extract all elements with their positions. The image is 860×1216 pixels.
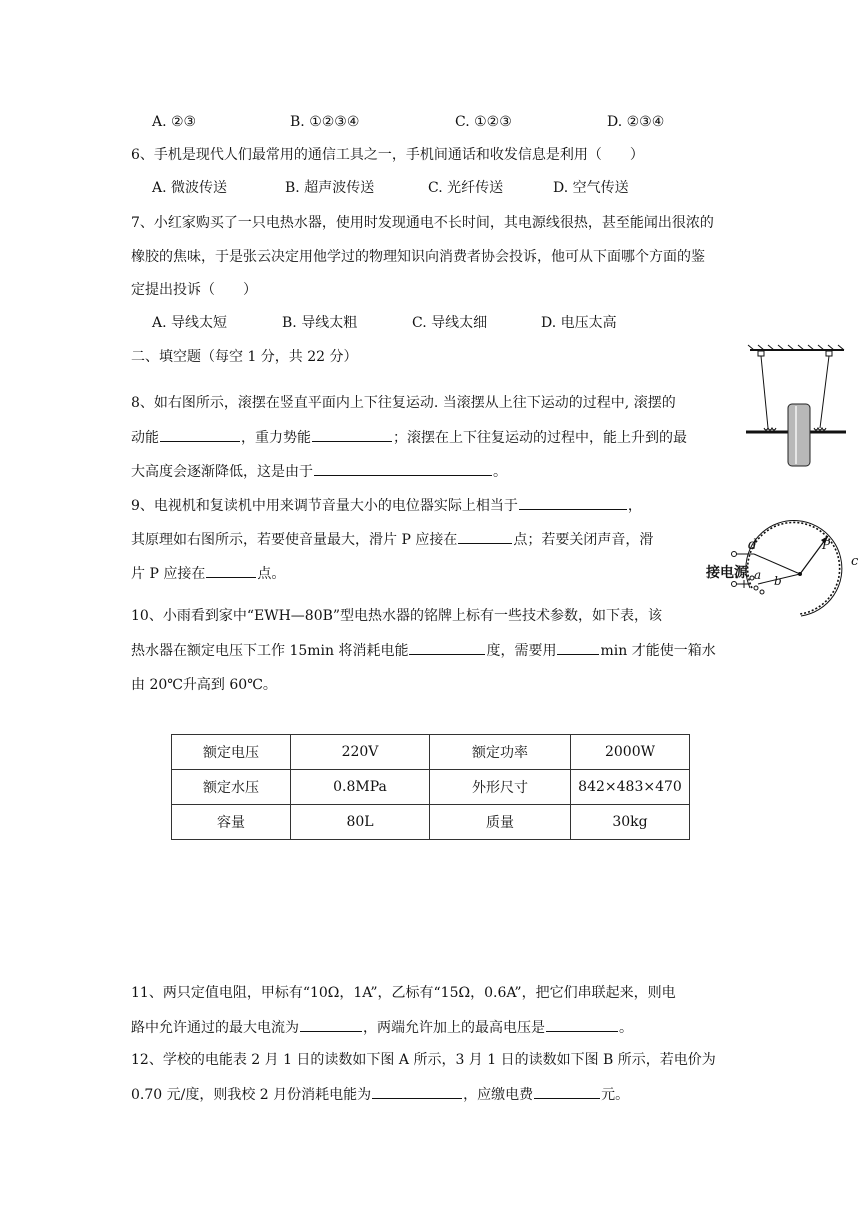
table-cell: 80L [291,805,430,840]
answer-blank[interactable] [519,495,627,510]
q10-line1: 10、小雨看到家中“EWH—80B”型电热水器的铭牌上标有一些技术参数，如下表，该 [131,608,663,624]
q11-line2 [131,1017,633,1038]
power-label: 接电源 [706,565,748,581]
q9-line3 [131,563,285,584]
spec-table [171,734,690,840]
q11-text: ，两端允许加上的最高电压是 [363,1020,545,1036]
q6-option-a: A. 微波传送 [152,180,228,196]
q9-text: 点。 [257,566,286,582]
answer-blank[interactable] [557,640,599,655]
answer-blank[interactable] [314,461,492,476]
answer-blank[interactable] [206,563,256,578]
q9-text: 片 P 应接在 [131,566,206,582]
answer-blank[interactable] [458,529,512,544]
table-cell: 质量 [430,805,571,840]
q8-line3 [131,461,507,482]
slider-p-label: P [822,538,831,552]
q11-line1: 11、两只定值电阻，甲标有“10Ω，1A”，乙标有“15Ω，0.6A”，把它们串联起来，则电 [131,985,676,1001]
table-cell: 额定水压 [172,770,291,805]
q8-text: 大高度会逐渐降低，这是由于 [131,464,313,480]
q7-option-a: A. 导线太短 [152,315,228,331]
table-cell: 842×483×470 [571,770,690,805]
table-row [172,805,690,840]
table-cell: 0.8MPa [291,770,430,805]
q10-text: min 才能使一箱水 [600,643,716,659]
table-cell: 220V [291,735,430,770]
q9-text: 9、电视机和复读机中用来调节音量大小的电位器实际上相当于 [131,498,518,514]
table-cell: 外形尺寸 [430,770,571,805]
q7-option-d: D. 电压太高 [541,315,617,331]
table-row [172,735,690,770]
table-cell: 容量 [172,805,291,840]
point-b-label: b [774,574,782,588]
q8-line2 [131,427,687,448]
q5-option-a: A. ②③ [152,114,197,130]
q7-stem-line1: 7、小红家购买了一只电热水器，使用时发现通电不长时间，其电源线很热，甚至能闻出很浓的 [131,215,714,231]
answer-blank[interactable] [372,1084,462,1099]
q10-text: 度，需要用 [486,643,557,659]
q8-text: ，重力势能 [241,430,311,446]
answer-blank[interactable] [409,640,485,655]
q5-option-d: D. ②③④ [607,114,665,130]
answer-blank[interactable] [534,1084,600,1099]
table-cell: 30kg [571,805,690,840]
q5-option-b: B. ①②③④ [290,114,360,130]
potentiometer-figure [704,518,858,620]
q8-text: ；滚摆在上下往复运动的过程中，能上升到的最 [393,430,687,446]
q8-text: 动能 [131,430,159,446]
q10-text: 热水器在额定电压下工作 15min 将消耗电能 [131,643,409,659]
q10-line2 [131,640,716,661]
q6-option-d: D. 空气传送 [553,180,629,196]
q10-line3: 由 20℃升高到 60℃。 [131,677,277,693]
q12-text: 元。 [601,1087,630,1103]
q9-text: 其原理如右图所示，若要使音量最大，滑片 P 应接在 [131,532,458,548]
q6-option-b: B. 超声波传送 [285,180,375,196]
q7-stem-line2: 橡胶的焦味，于是张云决定用他学过的物理知识向消费者协会投诉，他可从下面哪个方面的鉴 [131,249,705,265]
answer-blank[interactable] [312,427,392,442]
q11-text: 路中允许通过的最大电流为 [131,1020,299,1036]
point-c-label: c [851,554,859,569]
q8-text: 。 [493,464,507,480]
q11-text: 。 [619,1020,633,1036]
q9-text: 点；若要关闭声音，滑 [513,532,654,548]
rolling-pendulum-figure [744,344,848,472]
q7-stem-line3: 定提出投诉（ ） [131,282,257,298]
answer-blank[interactable] [300,1017,362,1032]
q12-line2 [131,1084,629,1105]
q9-line2 [131,529,653,550]
q6-stem: 6、手机是现代人们最常用的通信工具之一，手机间通话和收发信息是利用（ ） [131,147,644,163]
q12-text: 0.70 元/度，则我校 2 月份消耗电能为 [131,1087,372,1103]
answer-blank[interactable] [160,427,240,442]
table-cell: 额定电压 [172,735,291,770]
q8-line1: 8、如右图所示，滚摆在竖直平面内上下往复运动. 当滚摆从上往下运动的过程中, 滚摆的 [131,395,676,411]
q5-option-c: C. ①②③ [455,114,512,130]
table-cell: 额定功率 [430,735,571,770]
q9-line1 [131,495,642,516]
q9-text: ， [627,498,642,514]
q7-option-c: C. 导线太细 [412,315,488,331]
q12-line1: 12、学校的电能表 2 月 1 日的读数如下图 A 所示，3 月 1 日的读数如下图 B 所示，若电价为 [131,1052,716,1068]
point-d-label: d [748,537,757,553]
q12-text: ，应缴电费 [463,1087,534,1103]
answer-blank[interactable] [546,1017,618,1032]
q7-option-b: B. 导线太粗 [282,315,358,331]
section-heading: 二、填空题（每空 1 分，共 22 分） [131,349,358,365]
table-cell: 2000W [571,735,690,770]
q6-option-c: C. 光纤传送 [428,180,504,196]
table-row [172,770,690,805]
point-a-label: a [754,568,762,582]
